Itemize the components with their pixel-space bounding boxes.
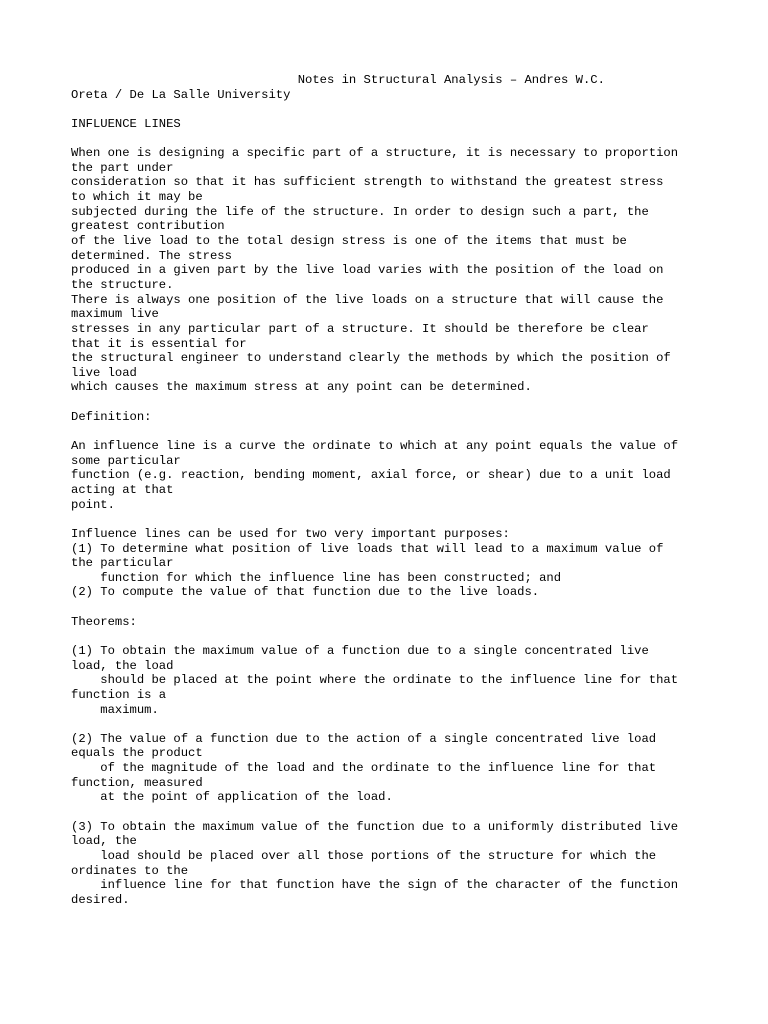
document-line: (1) To obtain the maximum value of a function due to a single concentrated live bbox=[71, 643, 649, 658]
document-line bbox=[71, 629, 731, 644]
document-line: load should be placed over all those portions of the structure for which the bbox=[71, 848, 657, 863]
document-line: There is always one position of the live loads on a structure that will cause the bbox=[71, 292, 664, 307]
document-line: function for which the influence line has been constructed; and bbox=[71, 570, 562, 585]
document-line: determined. The stress bbox=[71, 248, 232, 263]
document-line bbox=[71, 600, 731, 615]
document-line bbox=[71, 805, 731, 820]
document-line: should be placed at the point where the ordinate to the influence line for that bbox=[71, 673, 679, 688]
document-line: consideration so that it has sufficient strength to withstand the greatest stress bbox=[71, 175, 664, 190]
document-line: some particular bbox=[71, 453, 181, 468]
document-line: subjected during the life of the structure. In order to design such a part, the bbox=[71, 204, 649, 219]
document-line: desired. bbox=[71, 892, 130, 907]
document-line: live load bbox=[71, 365, 137, 380]
document-line: load, the bbox=[71, 834, 137, 849]
document-line: the particular bbox=[71, 556, 174, 571]
document-line bbox=[71, 424, 731, 439]
document-line: (2) The value of a function due to the action of a single concentrated live load bbox=[71, 731, 657, 746]
document-line: the structural engineer to understand clearly the methods by which the position of bbox=[71, 351, 671, 366]
document-line: (3) To obtain the maximum value of the function due to a uniformly distributed live bbox=[71, 819, 679, 834]
document-line: that it is essential for bbox=[71, 336, 247, 351]
document-line: influence line for that function have the sign of the character of the function bbox=[71, 878, 679, 893]
document-line: When one is designing a specific part of a structure, it is necessary to proportion bbox=[71, 146, 679, 161]
document-line: maximum live bbox=[71, 307, 159, 322]
document-line bbox=[71, 102, 731, 117]
document-line: acting at that bbox=[71, 482, 174, 497]
document-line: stresses in any particular part of a structure. It should be therefore be clear bbox=[71, 321, 649, 336]
document-line: ordinates to the bbox=[71, 863, 189, 878]
document-line: Notes in Structural Analysis – Andres W.C. bbox=[71, 73, 605, 87]
document-line: the part under bbox=[71, 160, 174, 175]
document-line: of the live load to the total design stress is one of the items that must be bbox=[71, 234, 627, 249]
document-line: Theorems: bbox=[71, 614, 137, 629]
document-line: function (e.g. reaction, bending moment, axial force, or shear) due to a unit load bbox=[71, 468, 671, 483]
document-line: function, measured bbox=[71, 775, 203, 790]
document-line bbox=[71, 512, 731, 527]
document-line: Oreta / De La Salle University bbox=[71, 87, 291, 102]
document-line: (2) To compute the value of that function due to the live loads. bbox=[71, 585, 540, 600]
document-line: INFLUENCE LINES bbox=[71, 116, 181, 131]
document-line: An influence line is a curve the ordinate to which at any point equals the value of bbox=[71, 439, 679, 454]
document-line: which causes the maximum stress at any point can be determined. bbox=[71, 380, 532, 395]
document-body bbox=[71, 73, 731, 908]
document-line: produced in a given part by the live load varies with the position of the load on bbox=[71, 263, 664, 278]
document-line: Definition: bbox=[71, 409, 152, 424]
document-line: at the point of application of the load. bbox=[71, 790, 393, 805]
document-line: maximum. bbox=[71, 702, 159, 717]
document-line bbox=[71, 717, 731, 732]
document-line: of the magnitude of the load and the ordinate to the influence line for that bbox=[71, 761, 657, 776]
document-line: to which it may be bbox=[71, 190, 203, 205]
document-line: equals the product bbox=[71, 746, 203, 761]
document-line: load, the load bbox=[71, 658, 174, 673]
document-line bbox=[71, 132, 731, 147]
document-line bbox=[71, 395, 731, 410]
document-line: greatest contribution bbox=[71, 219, 225, 234]
document-line: the structure. bbox=[71, 277, 174, 292]
document-line: function is a bbox=[71, 687, 167, 702]
document-line: point. bbox=[71, 497, 115, 512]
document-line: Influence lines can be used for two very important purposes: bbox=[71, 526, 510, 541]
document-line: (1) To determine what position of live loads that will lead to a maximum value of bbox=[71, 541, 664, 556]
